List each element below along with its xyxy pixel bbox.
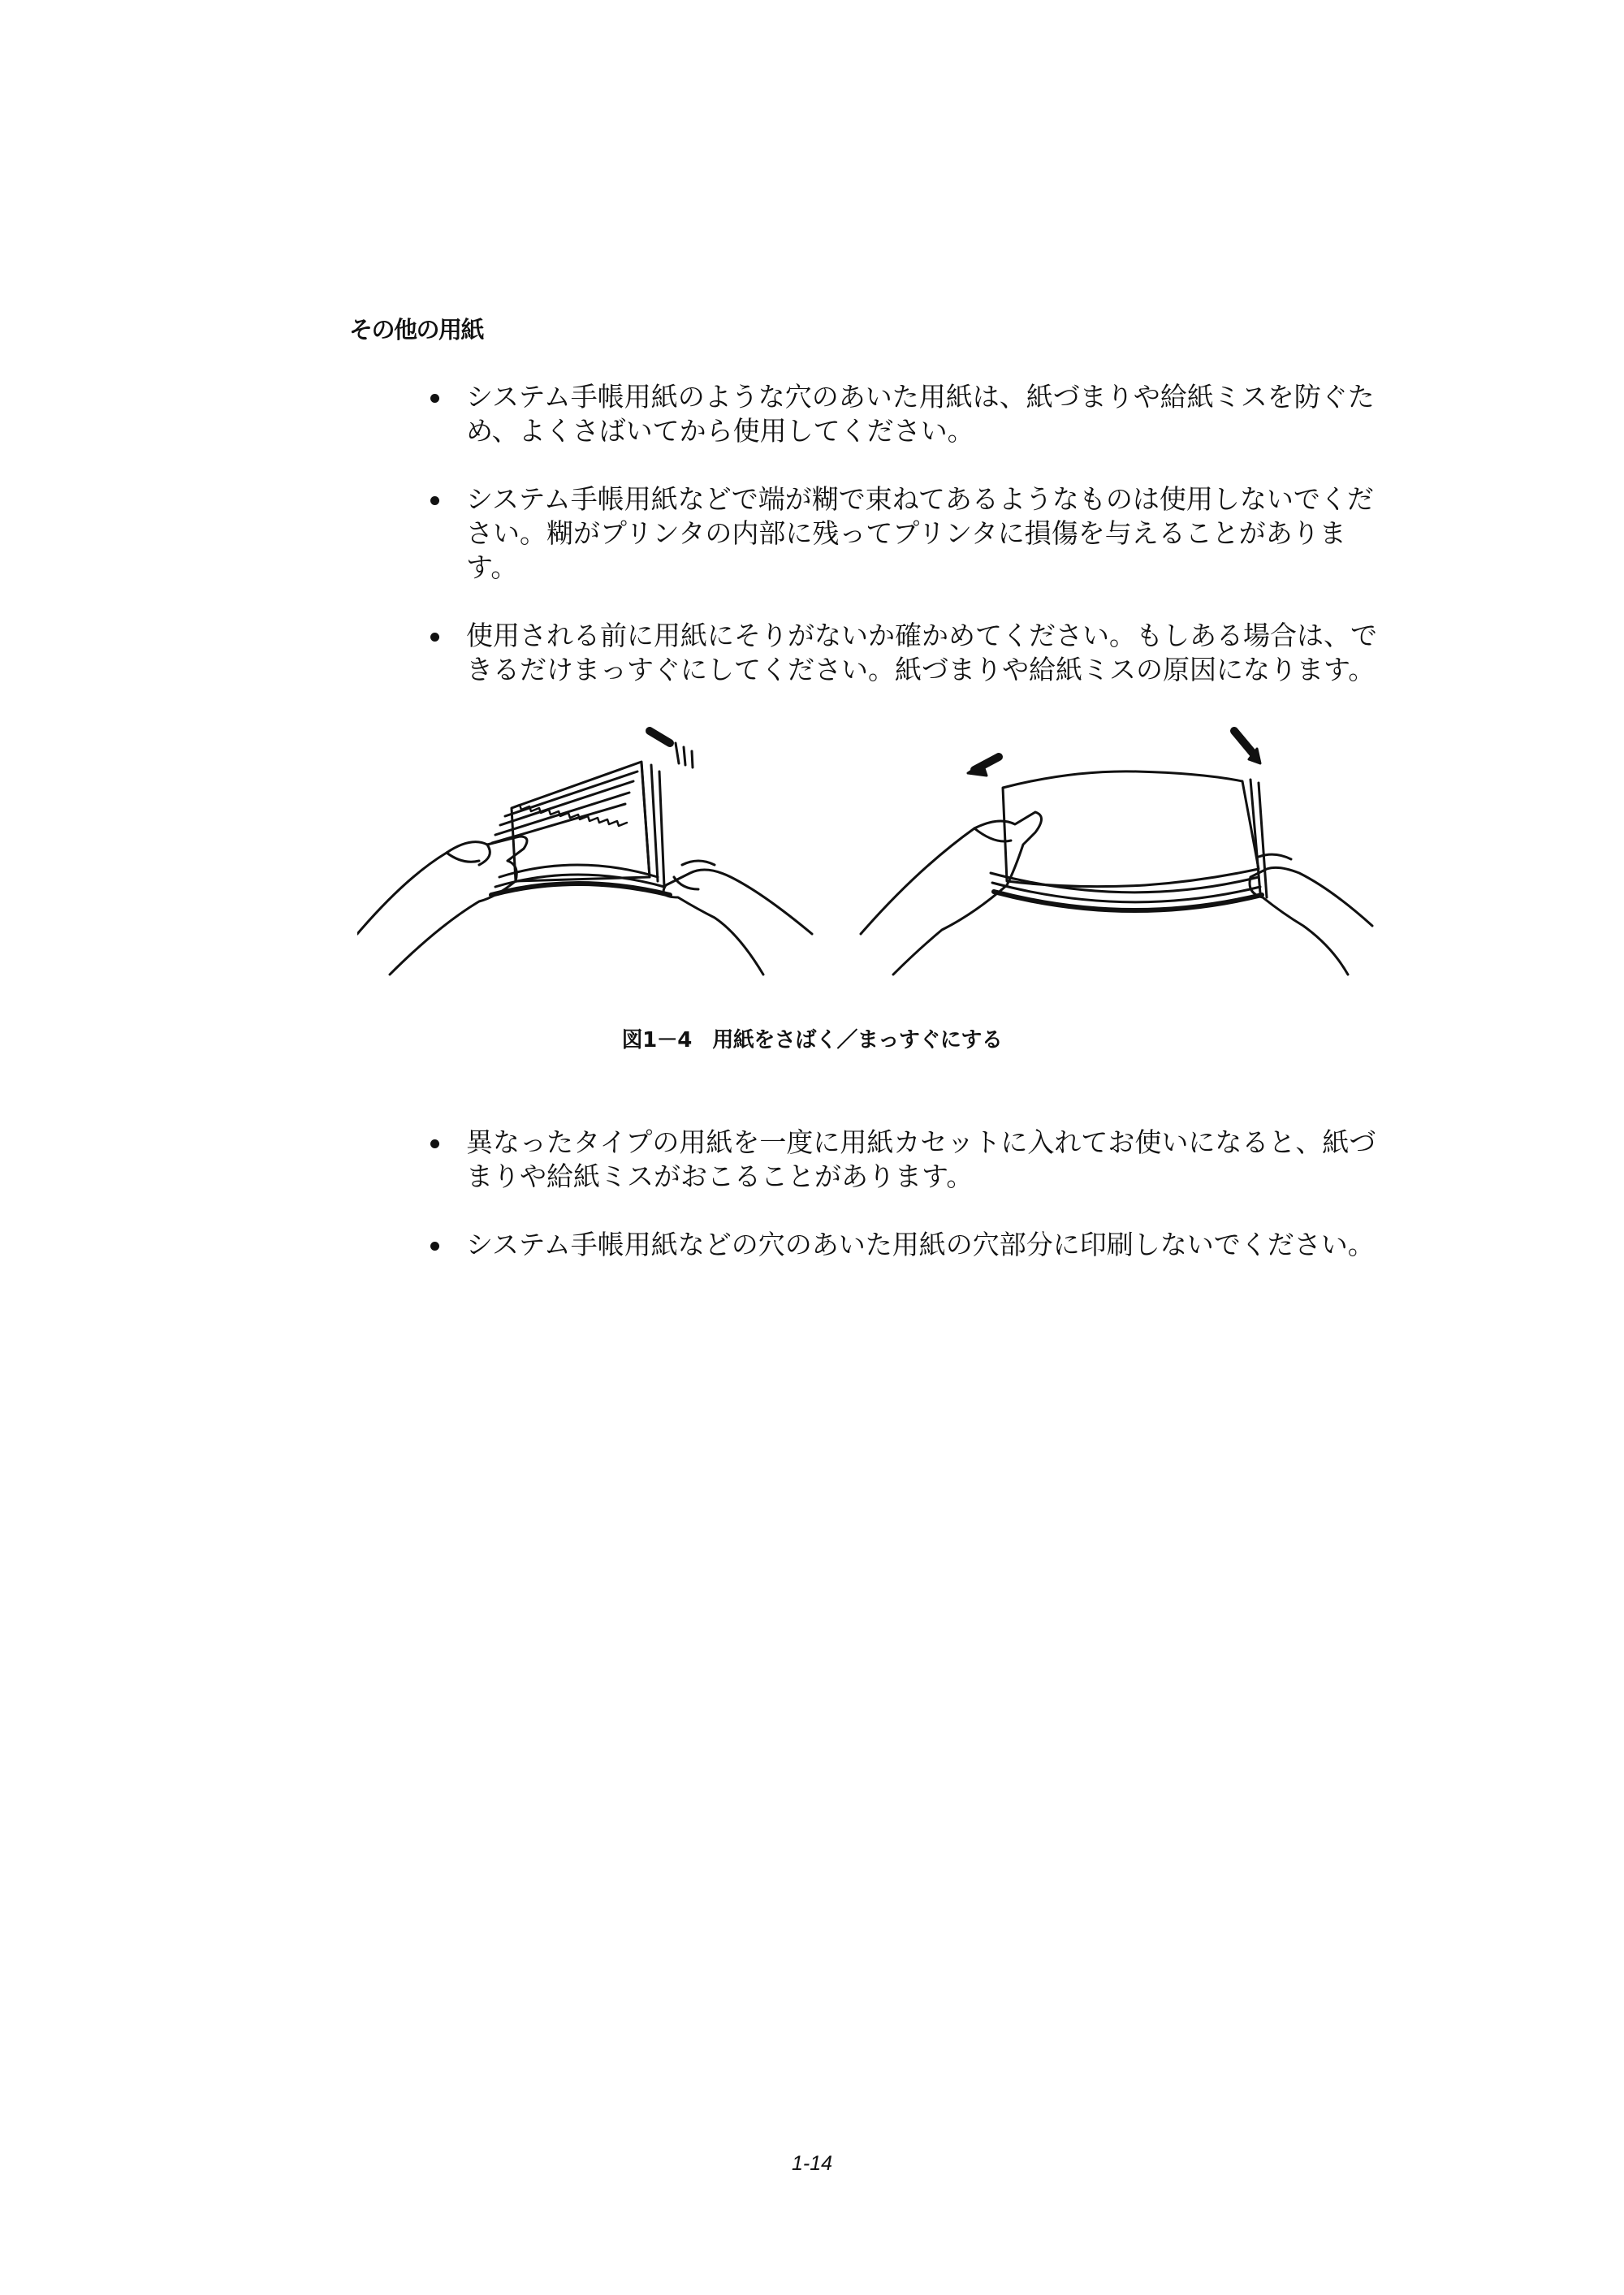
bullet-item: システム手帳用紙などの穴のあいた用紙の穴部分に印刷しないでください。	[422, 1228, 1397, 1262]
paper-fanning-illustration	[357, 715, 1397, 991]
straightening-hands-illustration	[861, 731, 1372, 975]
section-heading: その他の用紙	[349, 316, 484, 344]
bullet-item: 異なったタイプの用紙を一度に用紙カセットに入れてお使いになると、紙づまりや給紙ミスがおこることがあります。	[422, 1126, 1397, 1194]
bullet-list-bottom	[422, 1126, 1397, 1262]
page-number: 1-14	[791, 2152, 833, 2175]
bullet-item: システム手帳用紙のような穴のあいた用紙は、紙づまりや給紙ミスを防ぐため、よくさばいてから使用してください。	[422, 380, 1397, 448]
fanning-hands-illustration	[357, 731, 812, 975]
bullet-item: システム手帳用紙などで端が糊で束ねてあるようなものは使用しないでください。糊がプリンタの内部に残ってプリンタに損傷を与えることがあります。	[422, 482, 1397, 585]
bullet-list-top	[422, 380, 1397, 687]
figure-caption: 図1－4 用紙をさばく／まっすぐにする	[621, 1028, 1003, 1052]
bullet-item: 使用される前に用紙にそりがないか確かめてください。もしある場合は、できるだけまっすぐにしてください。紙づまりや給紙ミスの原因になります。	[422, 619, 1397, 687]
